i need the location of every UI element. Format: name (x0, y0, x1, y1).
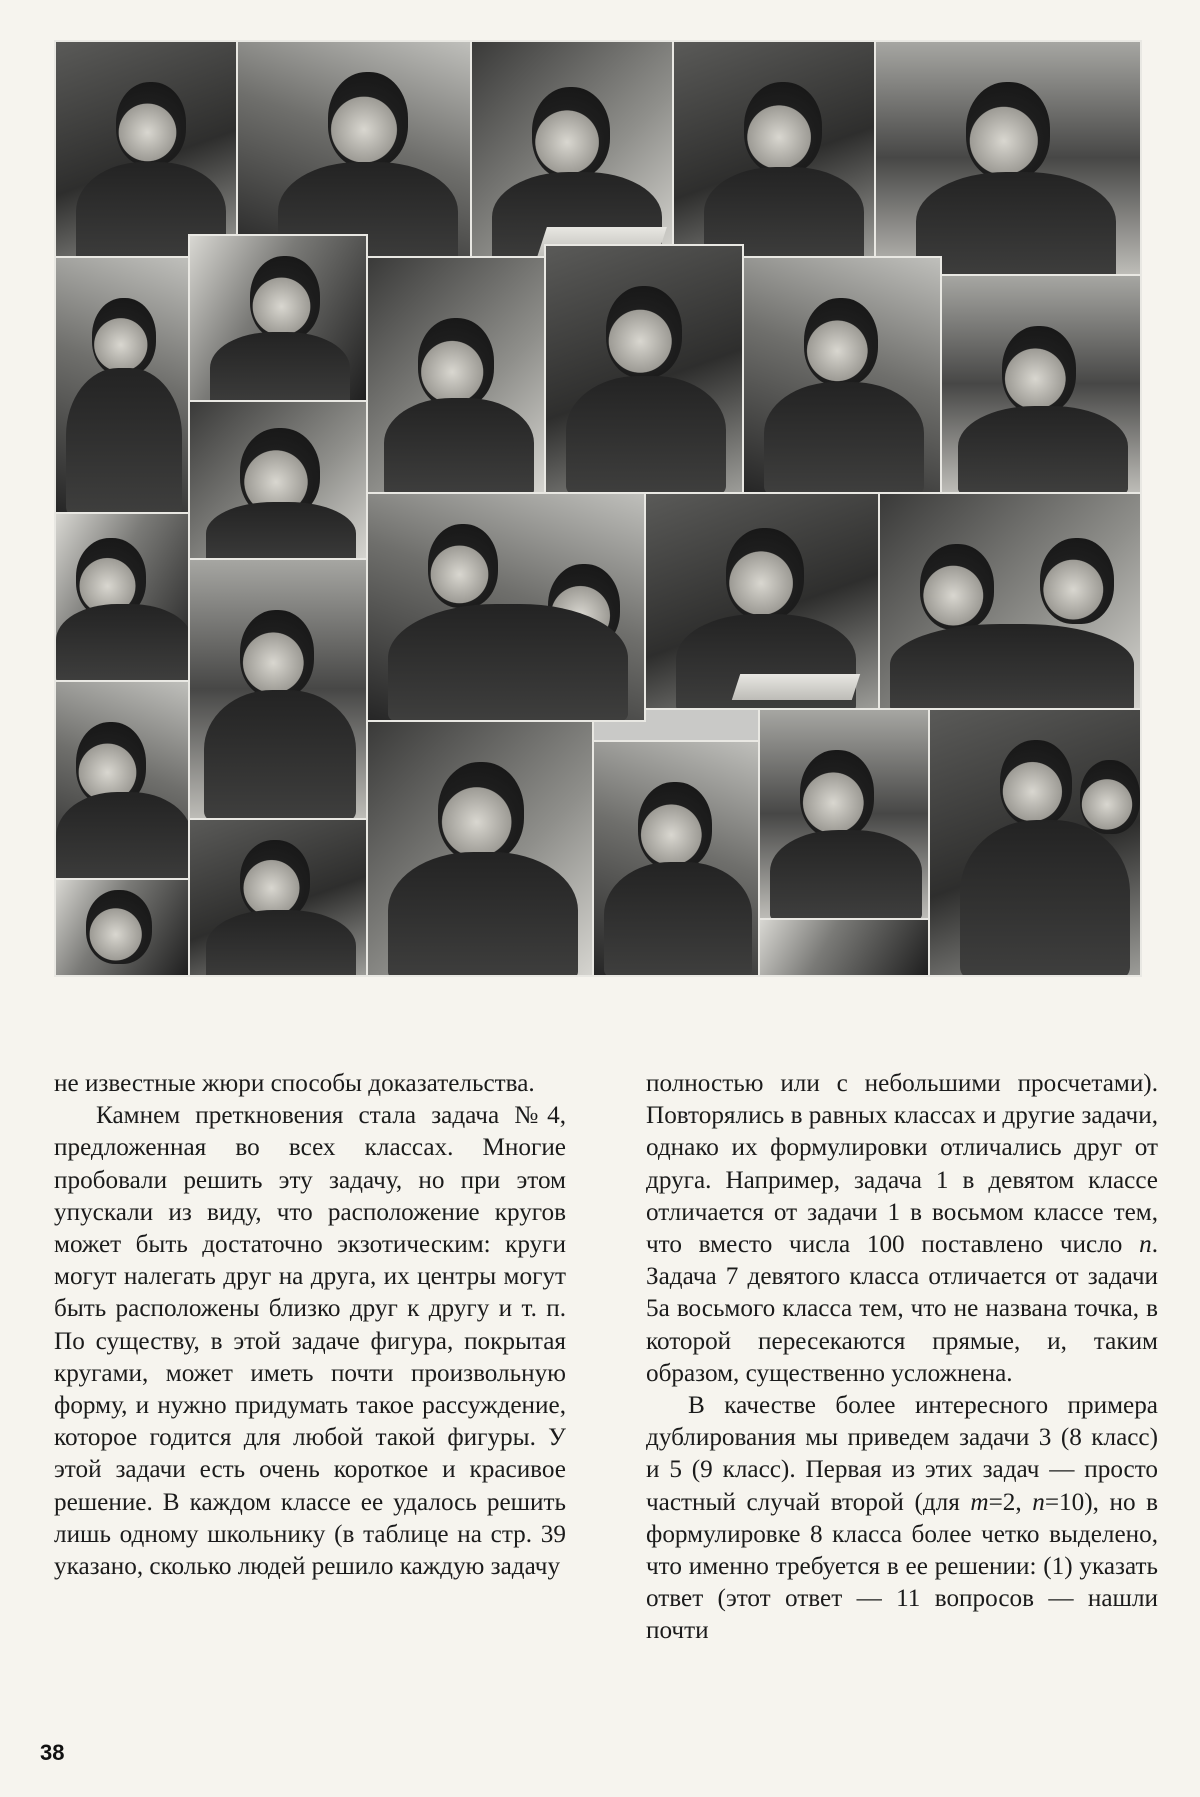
variable-n: n (1032, 1488, 1045, 1516)
photo-tile (54, 40, 238, 258)
text-run: =10), но в формулировке 8 класса более четко выделено, что именно требуется в ее решении: (1) указать ответ (этот ответ — 11 вопросов — нашли почти (646, 1488, 1158, 1645)
photo-tile (54, 680, 190, 880)
text-column-right (646, 1068, 1158, 1648)
photo-tile (54, 878, 190, 977)
paragraph: не известные жюри способы доказательства. (54, 1070, 535, 1097)
photo-tile (366, 492, 646, 722)
photo-tile (592, 740, 760, 977)
photo-tile (928, 708, 1142, 977)
photo-tile (366, 720, 594, 977)
photo-tile (236, 40, 472, 258)
paragraph (646, 1068, 1158, 1390)
photo-tile (758, 708, 930, 920)
photo-tile (188, 234, 368, 402)
page-number: 38 (40, 1740, 65, 1765)
photo-tile (54, 256, 190, 514)
photo-tile (188, 400, 368, 560)
photo-tile (742, 256, 942, 494)
photo-tile (188, 558, 368, 820)
variable-n: n (1139, 1231, 1152, 1259)
text-column-left (54, 1068, 566, 1583)
text-run: полностью или с небольшими просчетами). Повторялись в равных классах и другие задачи, однако их формулировки отличались друг от друга. Например, задача 1 в девятом классе отличается от задачи 1 в восьмом классе тем, что вместо числа 100 поставлено число (646, 1070, 1158, 1259)
photo-tile (188, 818, 368, 977)
paragraph (646, 1390, 1158, 1648)
variable-m: m (970, 1488, 989, 1516)
photo-tile (672, 40, 876, 258)
photo-tile (758, 918, 930, 977)
text-run: . Задача 7 девятого класса отличается от задачи 5а восьмого класса тем, что не названа точка, в которой пересекаются прямые, и, таким образом, существенно усложнена. (646, 1231, 1158, 1387)
photo-tile (366, 256, 546, 494)
photo-tile (940, 274, 1142, 494)
photo-tile (470, 40, 674, 258)
photo-tile (878, 492, 1142, 710)
paragraph: Камнем преткновения стала задача №4, предложенная во всех классах. Многие пробовали решить эту задачу, но при этом упускали из виду, что расположение кругов может быть достаточно экзотическим: круги могут налегать друг на друга, их центры могут быть расположены близко друг к другу и т. п. По существу, в этой задаче фигура, покрытая кругами, может иметь почти произвольную форму, и нужно придумать такое рассуждение, которое годится для любой такой фигуры. У этой задачи есть очень короткое и красивое решение. В каждом классе ее удалось решить лишь одному школьнику (в таблице на стр. 39 указано, сколько людей решило каждую задачу (54, 1102, 566, 1581)
photo-tile (54, 512, 190, 682)
text-run: В качестве более интересного примера дублирования мы приведем задачи 3 (8 класс) и 5 (9 класс). Первая из этих задач — просто частный случай второй (для (646, 1392, 1158, 1516)
photo-tile (874, 40, 1142, 276)
photo-collage (54, 40, 1142, 977)
text-run: =2, (988, 1488, 1033, 1516)
photo-tile (644, 492, 880, 710)
photo-tile (544, 244, 744, 494)
